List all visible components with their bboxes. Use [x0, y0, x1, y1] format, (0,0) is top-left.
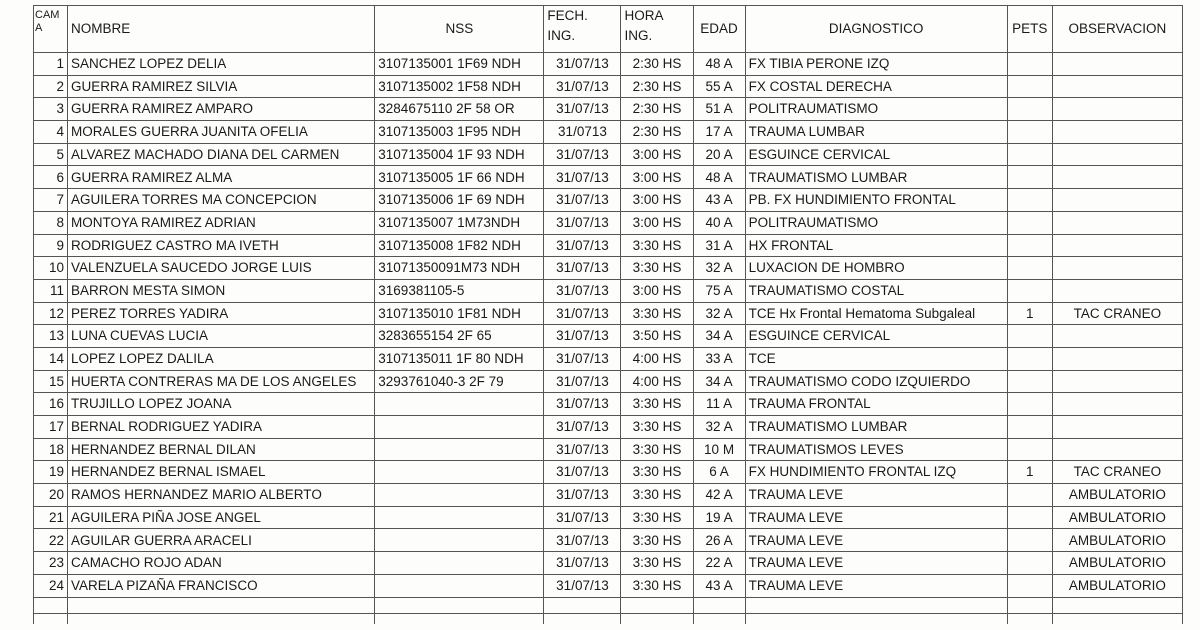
- cell-pets: [1007, 416, 1052, 439]
- cell-nss: 31071350091M73 NDH: [375, 257, 544, 280]
- cell-cama: 12: [34, 302, 68, 325]
- cell-nombre: VALENZUELA SAUCEDO JORGE LUIS: [68, 257, 375, 280]
- cell-cama: 4: [34, 121, 68, 144]
- cell-edad: 32 A: [693, 302, 745, 325]
- cell-hora: 4:00 HS: [621, 370, 693, 393]
- cell-observacion: [1052, 438, 1182, 461]
- header-cama: [34, 6, 68, 53]
- cell-hora: 3:00 HS: [621, 143, 693, 166]
- cell-fecha: 31/07/13: [544, 166, 621, 189]
- cell-nss: 3169381105-5: [375, 279, 544, 302]
- cell-fecha: 31/07/13: [544, 438, 621, 461]
- cell-diagnostico: FX HUNDIMIENTO FRONTAL IZQ: [745, 461, 1007, 484]
- cell-pets: [1007, 393, 1052, 416]
- cell-edad: 20 A: [693, 143, 745, 166]
- cell-edad: 31 A: [693, 234, 745, 257]
- cell-pets: [1007, 75, 1052, 98]
- cell-nss: 3107135002 1F58 NDH: [375, 75, 544, 98]
- cell-cama: 1: [34, 53, 68, 76]
- cell-nombre: MONTOYA RAMIREZ ADRIAN: [68, 211, 375, 234]
- cell-pets: 1: [1007, 302, 1052, 325]
- cell-hora: 4:00 HS: [621, 347, 693, 370]
- cell-hora: 3:30 HS: [621, 574, 693, 597]
- empty-cell: [544, 597, 621, 613]
- cell-cama: 10: [34, 257, 68, 280]
- cell-fecha: 31/07/13: [544, 416, 621, 439]
- cell-nombre: PEREZ TORRES YADIRA: [68, 302, 375, 325]
- cell-edad: 6 A: [693, 461, 745, 484]
- cell-fecha: 31/07/13: [544, 325, 621, 348]
- cell-diagnostico: TRAUMATISMOS LEVES: [745, 438, 1007, 461]
- empty-cell: [745, 613, 1007, 624]
- table-row: [34, 75, 1183, 98]
- cell-fecha: 31/07/13: [544, 484, 621, 507]
- cell-edad: 51 A: [693, 98, 745, 121]
- cell-nss: [375, 416, 544, 439]
- empty-cell: [375, 613, 544, 624]
- cell-diagnostico: LUXACION DE HOMBRO: [745, 257, 1007, 280]
- cell-hora: 2:30 HS: [621, 53, 693, 76]
- cell-fecha: 31/07/13: [544, 189, 621, 212]
- table-row: [34, 347, 1183, 370]
- empty-cell: [1052, 597, 1182, 613]
- cell-pets: [1007, 529, 1052, 552]
- cell-nombre: RAMOS HERNANDEZ MARIO ALBERTO: [68, 484, 375, 507]
- cell-fecha: 31/07/13: [544, 302, 621, 325]
- header-cama-line1: CAM A: [35, 9, 60, 34]
- cell-fecha: 31/07/13: [544, 234, 621, 257]
- cell-edad: 34 A: [693, 325, 745, 348]
- cell-observacion: [1052, 393, 1182, 416]
- cell-cama: 2: [34, 75, 68, 98]
- table-row: [34, 325, 1183, 348]
- empty-cell: [375, 597, 544, 613]
- header-nss: NSS: [375, 6, 544, 53]
- cell-cama: 14: [34, 347, 68, 370]
- cell-edad: 34 A: [693, 370, 745, 393]
- cell-observacion: [1052, 325, 1182, 348]
- cell-cama: 11: [34, 279, 68, 302]
- cell-diagnostico: TRAUMA LEVE: [745, 529, 1007, 552]
- header-diagnostico: DIAGNOSTICO: [745, 6, 1007, 53]
- cell-edad: 48 A: [693, 53, 745, 76]
- cell-hora: 3:30 HS: [621, 257, 693, 280]
- cell-edad: 43 A: [693, 574, 745, 597]
- cell-observacion: [1052, 189, 1182, 212]
- cell-observacion: [1052, 166, 1182, 189]
- empty-cell: [68, 597, 375, 613]
- cell-nss: [375, 552, 544, 575]
- empty-cell: [745, 597, 1007, 613]
- cell-edad: 55 A: [693, 75, 745, 98]
- empty-row: [34, 613, 1183, 624]
- header-fecha: FECH. ING.: [544, 6, 621, 53]
- table-row: [34, 279, 1183, 302]
- cell-nss: [375, 574, 544, 597]
- cell-fecha: 31/07/13: [544, 347, 621, 370]
- cell-hora: 2:30 HS: [621, 98, 693, 121]
- cell-edad: 48 A: [693, 166, 745, 189]
- cell-cama: 9: [34, 234, 68, 257]
- cell-cama: 21: [34, 506, 68, 529]
- patient-rows: [34, 53, 1183, 624]
- cell-diagnostico: TRAUMATISMO LUMBAR: [745, 166, 1007, 189]
- cell-nombre: TRUJILLO LOPEZ JOANA: [68, 393, 375, 416]
- cell-pets: [1007, 257, 1052, 280]
- cell-fecha: 31/07/13: [544, 211, 621, 234]
- cell-cama: 15: [34, 370, 68, 393]
- empty-cell: [34, 613, 68, 624]
- cell-diagnostico: TCE: [745, 347, 1007, 370]
- cell-hora: 3:30 HS: [621, 438, 693, 461]
- cell-cama: 3: [34, 98, 68, 121]
- cell-diagnostico: TRAUMA LEVE: [745, 506, 1007, 529]
- cell-observacion: [1052, 75, 1182, 98]
- cell-nombre: AGUILERA PIÑA JOSE ANGEL: [68, 506, 375, 529]
- cell-pets: [1007, 506, 1052, 529]
- cell-pets: [1007, 552, 1052, 575]
- cell-cama: 24: [34, 574, 68, 597]
- cell-fecha: 31/07/13: [544, 75, 621, 98]
- cell-cama: 5: [34, 143, 68, 166]
- cell-nss: 3107135004 1F 93 NDH: [375, 143, 544, 166]
- cell-nss: 3107135006 1F 69 NDH: [375, 189, 544, 212]
- cell-nombre: GUERRA RAMIREZ ALMA: [68, 166, 375, 189]
- cell-diagnostico: TRAUMATISMO COSTAL: [745, 279, 1007, 302]
- cell-nss: 3107135008 1F82 NDH: [375, 234, 544, 257]
- cell-pets: [1007, 98, 1052, 121]
- cell-diagnostico: TCE Hx Frontal Hematoma Subgaleal: [745, 302, 1007, 325]
- cell-pets: [1007, 53, 1052, 76]
- cell-fecha: 31/07/13: [544, 370, 621, 393]
- cell-observacion: TAC CRANEO: [1052, 461, 1182, 484]
- cell-nombre: HUERTA CONTRERAS MA DE LOS ANGELES: [68, 370, 375, 393]
- cell-nss: 3107135010 1F81 NDH: [375, 302, 544, 325]
- cell-edad: 10 M: [693, 438, 745, 461]
- empty-cell: [1007, 597, 1052, 613]
- cell-hora: 3:30 HS: [621, 302, 693, 325]
- cell-cama: 13: [34, 325, 68, 348]
- cell-fecha: 31/07/13: [544, 552, 621, 575]
- table-row: [34, 393, 1183, 416]
- cell-nss: [375, 393, 544, 416]
- empty-cell: [68, 613, 375, 624]
- empty-cell: [34, 597, 68, 613]
- cell-observacion: TAC CRANEO: [1052, 302, 1182, 325]
- cell-nombre: GUERRA RAMIREZ AMPARO: [68, 98, 375, 121]
- cell-nss: 3293761040-3 2F 79: [375, 370, 544, 393]
- cell-pets: [1007, 166, 1052, 189]
- cell-pets: [1007, 574, 1052, 597]
- cell-nombre: MORALES GUERRA JUANITA OFELIA: [68, 121, 375, 144]
- table-row: [34, 506, 1183, 529]
- cell-nss: 3107135001 1F69 NDH: [375, 53, 544, 76]
- cell-nombre: LOPEZ LOPEZ DALILA: [68, 347, 375, 370]
- cell-diagnostico: TRAUMA LEVE: [745, 484, 1007, 507]
- cell-cama: 23: [34, 552, 68, 575]
- cell-nss: 3284675110 2F 58 OR: [375, 98, 544, 121]
- table-row: [34, 211, 1183, 234]
- cell-fecha: 31/0713: [544, 121, 621, 144]
- cell-nss: 3107135003 1F95 NDH: [375, 121, 544, 144]
- table-row: [34, 552, 1183, 575]
- cell-observacion: [1052, 279, 1182, 302]
- cell-nss: 3107135007 1M73NDH: [375, 211, 544, 234]
- cell-hora: 3:30 HS: [621, 552, 693, 575]
- cell-observacion: [1052, 370, 1182, 393]
- cell-diagnostico: TRAUMATISMO CODO IZQUIERDO: [745, 370, 1007, 393]
- table-row: [34, 461, 1183, 484]
- table-row: [34, 257, 1183, 280]
- cell-nombre: AGUILERA TORRES MA CONCEPCION: [68, 189, 375, 212]
- cell-nombre: RODRIGUEZ CASTRO MA IVETH: [68, 234, 375, 257]
- cell-nss: [375, 529, 544, 552]
- cell-nombre: HERNANDEZ BERNAL ISMAEL: [68, 461, 375, 484]
- cell-nombre: HERNANDEZ BERNAL DILAN: [68, 438, 375, 461]
- cell-nss: [375, 438, 544, 461]
- header-row: [34, 6, 1183, 53]
- cell-nss: 3107135005 1F 66 NDH: [375, 166, 544, 189]
- empty-cell: [544, 613, 621, 624]
- cell-cama: 17: [34, 416, 68, 439]
- cell-hora: 3:30 HS: [621, 506, 693, 529]
- header-nombre: NOMBRE: [68, 6, 375, 53]
- table-row: [34, 121, 1183, 144]
- cell-pets: [1007, 234, 1052, 257]
- table-row: [34, 143, 1183, 166]
- cell-cama: 18: [34, 438, 68, 461]
- cell-nombre: SANCHEZ LOPEZ DELIA: [68, 53, 375, 76]
- table-row: [34, 574, 1183, 597]
- empty-cell: [621, 613, 693, 624]
- cell-fecha: 31/07/13: [544, 461, 621, 484]
- cell-fecha: 31/07/13: [544, 143, 621, 166]
- cell-diagnostico: TRAUMA LEVE: [745, 574, 1007, 597]
- cell-hora: 2:30 HS: [621, 121, 693, 144]
- cell-edad: 43 A: [693, 189, 745, 212]
- cell-observacion: AMBULATORIO: [1052, 506, 1182, 529]
- cell-hora: 3:30 HS: [621, 416, 693, 439]
- cell-nombre: AGUILAR GUERRA ARACELI: [68, 529, 375, 552]
- cell-fecha: 31/07/13: [544, 529, 621, 552]
- header-observacion: OBSERVACION: [1052, 6, 1182, 53]
- cell-fecha: 31/07/13: [544, 257, 621, 280]
- cell-fecha: 31/07/13: [544, 506, 621, 529]
- cell-hora: 3:30 HS: [621, 484, 693, 507]
- cell-observacion: [1052, 416, 1182, 439]
- cell-diagnostico: TRAUMA FRONTAL: [745, 393, 1007, 416]
- empty-cell: [693, 597, 745, 613]
- cell-cama: 6: [34, 166, 68, 189]
- cell-nss: 3283655154 2F 65: [375, 325, 544, 348]
- cell-diagnostico: PB. FX HUNDIMIENTO FRONTAL: [745, 189, 1007, 212]
- cell-diagnostico: TRAUMATISMO LUMBAR: [745, 416, 1007, 439]
- empty-row: [34, 597, 1183, 613]
- table-row: [34, 484, 1183, 507]
- cell-hora: 3:30 HS: [621, 529, 693, 552]
- cell-fecha: 31/07/13: [544, 393, 621, 416]
- header-pets: PETS: [1007, 6, 1052, 53]
- cell-edad: 19 A: [693, 506, 745, 529]
- cell-fecha: 31/07/13: [544, 574, 621, 597]
- table-row: [34, 529, 1183, 552]
- cell-hora: 3:30 HS: [621, 461, 693, 484]
- cell-edad: 26 A: [693, 529, 745, 552]
- cell-diagnostico: ESGUINCE CERVICAL: [745, 143, 1007, 166]
- cell-diagnostico: POLITRAUMATISMO: [745, 98, 1007, 121]
- cell-hora: 3:00 HS: [621, 189, 693, 212]
- cell-pets: [1007, 484, 1052, 507]
- cell-edad: 42 A: [693, 484, 745, 507]
- cell-observacion: AMBULATORIO: [1052, 552, 1182, 575]
- cell-diagnostico: TRAUMA LEVE: [745, 552, 1007, 575]
- cell-observacion: [1052, 234, 1182, 257]
- cell-fecha: 31/07/13: [544, 279, 621, 302]
- cell-edad: 40 A: [693, 211, 745, 234]
- cell-nombre: LUNA CUEVAS LUCIA: [68, 325, 375, 348]
- header-hora: HORA ING.: [621, 6, 693, 53]
- cell-nss: [375, 506, 544, 529]
- table-row: [34, 234, 1183, 257]
- cell-nombre: GUERRA RAMIREZ SILVIA: [68, 75, 375, 98]
- cell-diagnostico: ESGUINCE CERVICAL: [745, 325, 1007, 348]
- cell-hora: 3:30 HS: [621, 234, 693, 257]
- cell-hora: 3:00 HS: [621, 279, 693, 302]
- cell-fecha: 31/07/13: [544, 53, 621, 76]
- cell-cama: 8: [34, 211, 68, 234]
- cell-nombre: BERNAL RODRIGUEZ YADIRA: [68, 416, 375, 439]
- empty-cell: [693, 613, 745, 624]
- cell-observacion: AMBULATORIO: [1052, 574, 1182, 597]
- header-edad: EDAD: [693, 6, 745, 53]
- cell-edad: 11 A: [693, 393, 745, 416]
- cell-nss: 3107135011 1F 80 NDH: [375, 347, 544, 370]
- table-row: [34, 438, 1183, 461]
- cell-diagnostico: FX TIBIA PERONE IZQ: [745, 53, 1007, 76]
- cell-pets: [1007, 143, 1052, 166]
- cell-pets: [1007, 189, 1052, 212]
- cell-edad: 33 A: [693, 347, 745, 370]
- table-row: [34, 189, 1183, 212]
- cell-cama: 16: [34, 393, 68, 416]
- cell-hora: 3:50 HS: [621, 325, 693, 348]
- cell-edad: 75 A: [693, 279, 745, 302]
- cell-observacion: AMBULATORIO: [1052, 484, 1182, 507]
- cell-hora: 2:30 HS: [621, 75, 693, 98]
- cell-observacion: [1052, 211, 1182, 234]
- cell-observacion: AMBULATORIO: [1052, 529, 1182, 552]
- cell-edad: 17 A: [693, 121, 745, 144]
- cell-hora: 3:00 HS: [621, 166, 693, 189]
- cell-cama: 22: [34, 529, 68, 552]
- cell-diagnostico: POLITRAUMATISMO: [745, 211, 1007, 234]
- cell-edad: 32 A: [693, 257, 745, 280]
- cell-observacion: [1052, 347, 1182, 370]
- cell-observacion: [1052, 257, 1182, 280]
- cell-pets: 1: [1007, 461, 1052, 484]
- table-row: [34, 416, 1183, 439]
- cell-pets: [1007, 370, 1052, 393]
- cell-pets: [1007, 121, 1052, 144]
- cell-cama: 7: [34, 189, 68, 212]
- table-row: [34, 53, 1183, 76]
- cell-diagnostico: TRAUMA LUMBAR: [745, 121, 1007, 144]
- empty-cell: [621, 597, 693, 613]
- patient-table: [33, 5, 1183, 624]
- table-row: [34, 370, 1183, 393]
- cell-fecha: 31/07/13: [544, 98, 621, 121]
- cell-pets: [1007, 279, 1052, 302]
- cell-cama: 20: [34, 484, 68, 507]
- cell-diagnostico: HX FRONTAL: [745, 234, 1007, 257]
- cell-nombre: VARELA PIZAÑA FRANCISCO: [68, 574, 375, 597]
- table-row: [34, 302, 1183, 325]
- table-row: [34, 98, 1183, 121]
- cell-nss: [375, 461, 544, 484]
- empty-cell: [1052, 613, 1182, 624]
- cell-observacion: [1052, 53, 1182, 76]
- cell-nss: [375, 484, 544, 507]
- cell-diagnostico: FX COSTAL DERECHA: [745, 75, 1007, 98]
- cell-hora: 3:00 HS: [621, 211, 693, 234]
- cell-nombre: CAMACHO ROJO ADAN: [68, 552, 375, 575]
- cell-hora: 3:30 HS: [621, 393, 693, 416]
- cell-observacion: [1052, 98, 1182, 121]
- cell-edad: 22 A: [693, 552, 745, 575]
- cell-pets: [1007, 211, 1052, 234]
- cell-pets: [1007, 325, 1052, 348]
- cell-observacion: [1052, 143, 1182, 166]
- cell-pets: [1007, 347, 1052, 370]
- cell-cama: 19: [34, 461, 68, 484]
- empty-cell: [1007, 613, 1052, 624]
- cell-observacion: [1052, 121, 1182, 144]
- cell-nombre: ALVAREZ MACHADO DIANA DEL CARMEN: [68, 143, 375, 166]
- cell-edad: 32 A: [693, 416, 745, 439]
- table-row: [34, 166, 1183, 189]
- cell-nombre: BARRON MESTA SIMON: [68, 279, 375, 302]
- cell-pets: [1007, 438, 1052, 461]
